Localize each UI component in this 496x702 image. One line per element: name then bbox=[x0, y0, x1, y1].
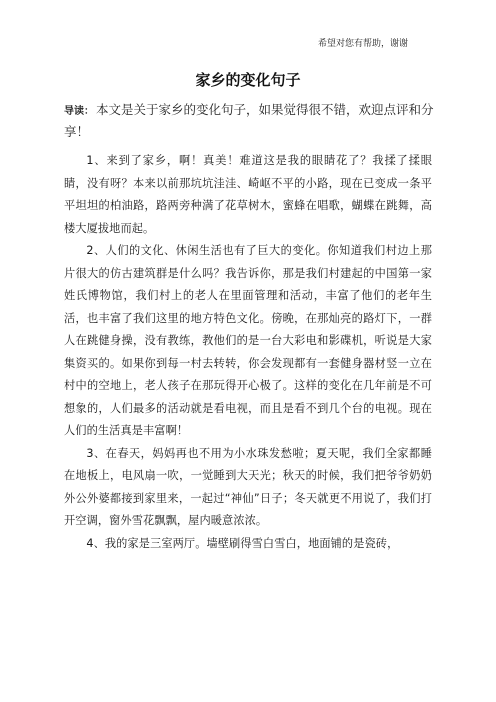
paragraph-1: 1、来到了家乡，啊！真美！难道这是我的眼睛花了？我揉了揉眼睛，没有呀？本来以前那坑坑洼洼、崎岖不平的小路，现在已变成一条平平坦坦的柏油路，路两旁种满了花草树木，蜜蜂在唱歌，蝴蝶在跳舞，高楼大厦拔地而起。 bbox=[64, 154, 432, 235]
intro-text: 本文是关于家乡的变化句子，如果觉得很不错，欢迎点评和分享！ bbox=[64, 102, 434, 139]
intro-label: 导读： bbox=[64, 106, 94, 117]
header-note: 希望对您有帮助，谢谢 bbox=[317, 39, 408, 49]
page-title: 家乡的变化句子 bbox=[195, 71, 301, 89]
intro-paragraph bbox=[64, 100, 434, 142]
paragraph-3: 3、在春天，妈妈再也不用为小水珠发愁啦；夏天呢，我们全家都睡在地板上，电风扇一吹，一觉睡到大天光；秋天的时候，我们把爷爷奶奶外公外婆都接到家里来，一起过“神仙”日子；冬天就更不用说了，我们打开空调，窗外雪花飘飘，屋内暖意浓浓。 bbox=[64, 446, 432, 527]
paragraph-4: 4、我的家是三室两厅。墙壁刷得雪白雪白，地面铺的是瓷砖， bbox=[86, 536, 399, 550]
article-body bbox=[64, 150, 432, 555]
paragraph-2: 2、人们的文化、休闲生活也有了巨大的变化。你知道我们村边上那片很大的仿古建筑群是什么吗？我告诉你，那是我们村建起的中国第一家姓氏博物馆，我们村上的老人在里面管理和活动，丰富了他们的老年生活，也丰富了我们这里的地方特色文化。傍晚，在那灿亮的路灯下，一群人在跳健身操，没有教练，教他们的是一台大彩电和影碟机，听说是大家集资买的。如果你到每一村去转转，你会发现都有一套健身器材竖一立在村中的空地上，老人孩子在那玩得开心极了。这样的变化在几年前是不可想象的，人们最多的活动就是看电视，而且是看不到几个台的电视。现在人们的生活真是丰富啊！ bbox=[64, 244, 432, 437]
